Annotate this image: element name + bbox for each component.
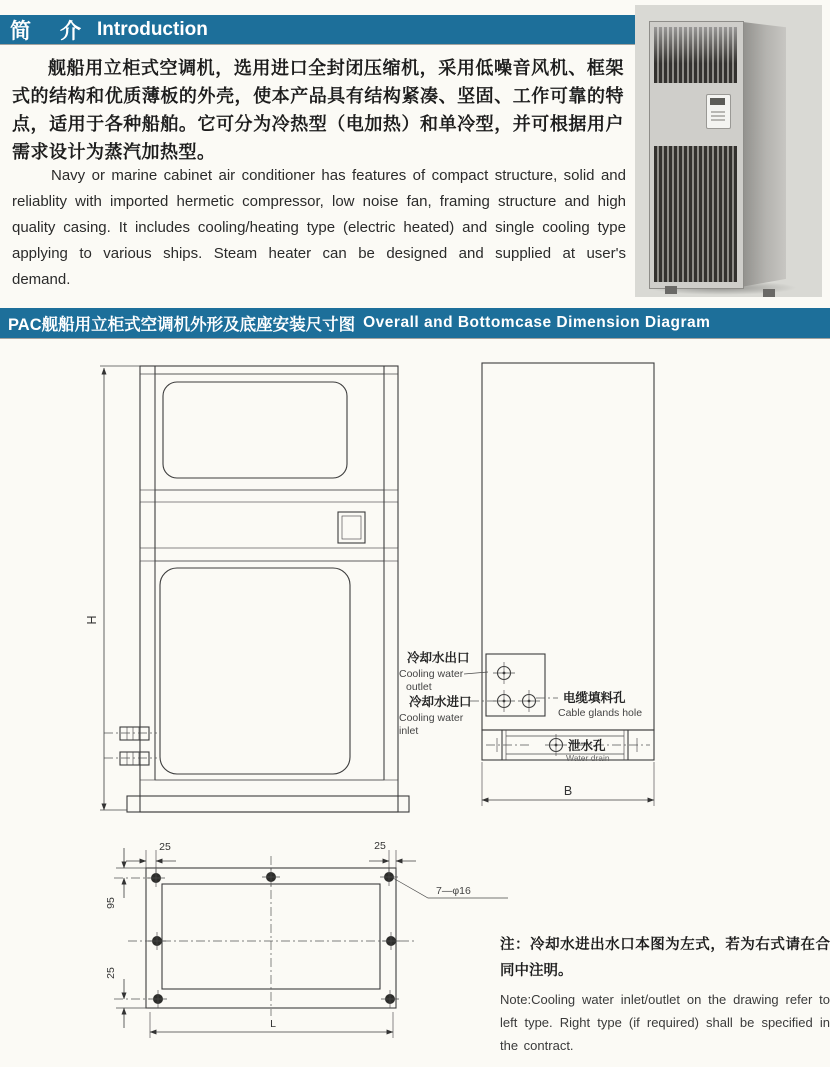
cooling-inlet-label-en2: inlet [399, 725, 419, 737]
intro-paragraph-en: Navy or marine cabinet air conditioner has features of compact structure, solid and reliablity with imported hermetic compressor, low noise fan, framing structure and high quality casing. It includes cooling/heating type (electric heated) and single cooling type applying to various ships. Steam heater can be designed and supplied at user's demand. [12, 167, 626, 288]
dim-top-left-value: 25 [159, 841, 171, 853]
intro-title-zh: 简 介 [10, 19, 85, 43]
cable-glands-label-en: Cable glands hole [558, 707, 643, 719]
cabinet-side-panel [741, 15, 786, 287]
intro-title-en: Introduction [97, 18, 208, 40]
cable-glands-label-zh: 电缆填料孔 [563, 691, 626, 705]
intro-paragraph-zh: 舰船用立柜式空调机，选用进口全封闭压缩机，采用低噪音风机、框架式的结构和优质薄板的外壳，使本产品具有结构紧凑、坚固、工作可靠的特点，适用于各种船舶。它可分为冷热型（电加热）和单冷型，并可根据用户需求设计为蒸汽加热型。 [12, 58, 624, 162]
dim-left-upper [105, 848, 150, 909]
dim-top-left [126, 841, 176, 874]
water-drain-label-en: Water drain [566, 753, 610, 763]
note-block [500, 932, 830, 1057]
dim-left-upper-value: 95 [105, 897, 117, 909]
cabinet-top-grille [654, 27, 737, 83]
cabinet-foot [763, 289, 775, 297]
height-dimension-label: H [85, 615, 99, 625]
cabinet-bottom-grille [654, 146, 737, 282]
note-text-en: Note:Cooling water inlet/outlet on the drawing refer to left type. Right type (if required) shall be specified in the contract. [500, 992, 830, 1053]
dimension-header-bar [0, 308, 830, 338]
water-drain-label-zh: 泄水孔 [568, 739, 606, 753]
water-pipe-stubs [104, 727, 157, 765]
dim-left-lower-value: 25 [105, 967, 117, 979]
product-photo [635, 5, 822, 297]
cooling-outlet-label-en2: outlet [406, 681, 432, 693]
length-dimension-label: L [270, 1018, 276, 1030]
note-text-zh: 注：冷却水进出水口本图为左式，若为右式请在合同中注明。 [500, 937, 830, 979]
holes-spec-label: 7—φ16 [436, 885, 471, 897]
dim-top-right [369, 840, 416, 874]
intro-header-bar [0, 15, 635, 44]
height-dimension [85, 366, 140, 810]
dim-left-lower [105, 967, 150, 1028]
holes-spec-leader [393, 878, 508, 898]
dimension-title-zh: PAC舰船用立柜式空调机外形及底座安装尺寸图 [8, 316, 356, 334]
front-view-drawing [85, 366, 409, 812]
cabinet-front-panel [649, 21, 744, 289]
dimension-title-en: Overall and Bottomcase Dimension Diagram [363, 314, 711, 331]
connection-labels [399, 650, 642, 763]
base-plan-drawing [105, 840, 508, 1038]
depth-dimension-label: B [563, 784, 573, 798]
control-display [710, 98, 725, 105]
cabinet-control-panel [706, 94, 731, 129]
dim-top-right-value: 25 [374, 840, 386, 852]
cooling-outlet-label-en: Cooling water [399, 668, 464, 680]
cooling-outlet-label-zh: 冷却水出口 [407, 651, 470, 665]
cooling-inlet-label-en: Cooling water [399, 712, 464, 724]
cooling-inlet-label-zh: 冷却水进口 [409, 695, 472, 709]
cabinet-foot [665, 286, 677, 294]
depth-dimension [482, 762, 654, 806]
length-dimension [150, 1012, 393, 1038]
